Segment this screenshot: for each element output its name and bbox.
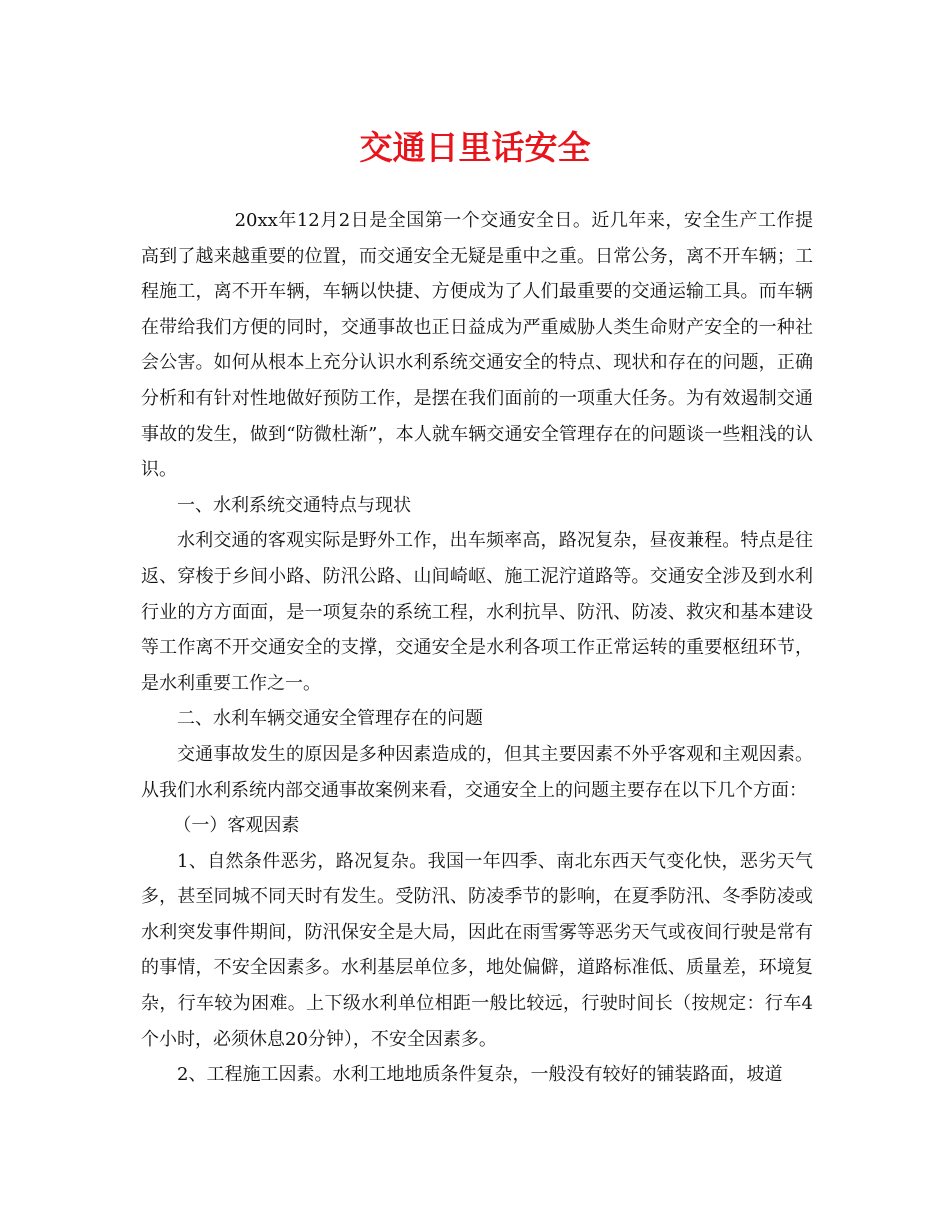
paragraph-natural-conditions: 1、自然条件恶劣，路况复杂。我国一年四季、南北东西天气变化快，恶劣天气多，甚至同城不同天时有发生。受防汛、防凌季节的影响，在夏季防汛、冬季防凌或水利突发事件期间，防汛保安全是大局，因此在雨雪雾等恶劣天气或夜间行驶是常有的事情，不安全因素多。水利基层单位多，地处偏僻，道路标准低、质量差，环境复杂，行车较为困难。上下级水利单位相距一般比较远，行驶时间长（按规定：行车4个小时，必须休息20分钟），不安全因素多。	[141, 850, 813, 1050]
document-title: 交通日里话安全	[359, 128, 591, 167]
section-heading-1: 一、水利系统交通特点与现状	[177, 494, 411, 516]
paragraph-features: 水利交通的客观实际是野外工作，出车频率高，路况复杂，昼夜兼程。特点是往返、穿梭于乡间小路、防汛公路、山间崎岖、施工泥泞道路等。交通安全涉及到水利行业的方方面面，是一项复杂的系统工程，水利抗旱、防汛、防凌、救灾和基本建设等工作离不开交通安全的支撑，交通安全是水利各项工作正常运转的重要枢纽环节，是水利重要工作之一。	[141, 530, 813, 694]
subsection-heading-objective: （一）客观因素	[173, 815, 300, 837]
section-heading-2: 二、水利车辆交通安全管理存在的问题	[177, 708, 483, 730]
paragraph-intro: 20xx年12月2日是全国第一个交通安全日。近几年来，安全生产工作提高到了越来越重要的位置，而交通安全无疑是重中之重。日常公务，离不开车辆；工程施工，离不开车辆，车辆以快捷、方便成为了人们最重要的交通运输工具。而车辆在带给我们方便的同时，交通事故也正日益成为严重威胁人类生命财产安全的一种社会公害。如何从根本上充分认识水利系统交通安全的特点、现状和存在的问题，正确分析和有针对性地做好预防工作，是摆在我们面前的一项重大任务。为有效遏制交通事故的发生，做到“防微杜渐”，本人就车辆交通安全管理存在的问题谈一些粗浅的认识。	[141, 210, 813, 481]
paragraph-construction: 2、工程施工因素。水利工地地质条件复杂，一般没有较好的铺装路面，坡道	[177, 1064, 783, 1086]
document-body	[141, 203, 813, 1093]
paragraph-causes: 交通事故发生的原因是多种因素造成的，但其主要因素不外乎客观和主观因素。从我们水利系统内部交通事故案例来看，交通安全上的问题主要存在以下几个方面：	[141, 743, 813, 801]
